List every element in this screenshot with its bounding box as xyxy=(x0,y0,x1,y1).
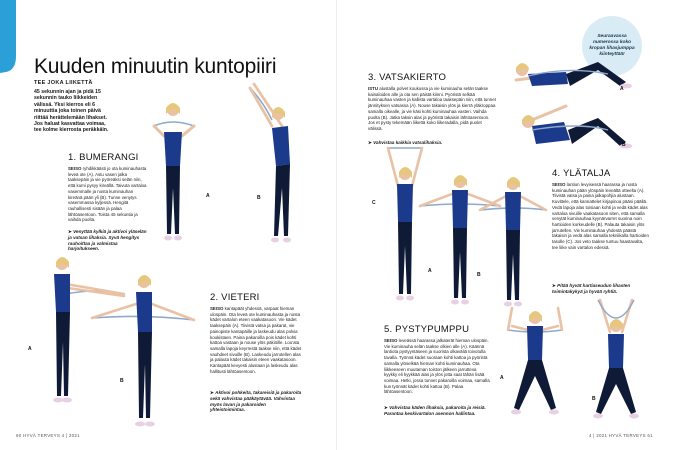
section-body-bumerangi xyxy=(68,166,148,223)
figure-ylatalja-c xyxy=(476,174,550,314)
body-text: alustalla polvet koukussa ja vie kuminauha selän taakse kainaloiden alle ja ota sen päistä kiinni. Pyöristä selkää kuminauhaa vasten ja kallista vartaloa taaksepäin niin, että tunnet jännityksen vatsassa (A). Nouse takaisin ylös ja kierrä yläkroppaa samalla oikealle, ja vie käsi kohti kuminauhaa vasten. Vaihda puolta (B). Jatka taksin alas ja pyöristä takaisin lähtöasentoon. Jos et pysty tekemään liikettä koko liikeradalla, pidä puolet välissä. xyxy=(368,86,496,131)
arrow-right-icon: ➤ xyxy=(384,405,390,410)
body-text: kantapäät yhdessä, varpaat hieman ulospäin. Ota leveä ote kuminauhasta ja nosta kädet vartalon eteen vaakatasoon. Vie kädet taaksepäin (A). Tiivistä vatsa ja pakarat, vie painopiste kantapäille ja laskeudu alas polvia koukistaen. Paina pakaroilla pois kädet kohti kattoa vastaan ja nouse ylös päkiöille. Lou'ata samalla lapoja keyrrestä taakse niin, että kädet vauhdeet sivuille (B). Laskeudu jarrutellen alas ja palauta kädet takaisin eteen vaakatasoon. Kantapäät kevyesti alustaan ja laskeudu alas hallitusti lähtöasentoon. xyxy=(210,306,302,374)
tip-text: Venyttää kylkiä ja aktivoi yläselän ja vatsan lihaksia. Syvä hengitys rauhoittaa ja valmistaa harjoitukseen. xyxy=(68,229,147,252)
corner-tab xyxy=(0,0,16,450)
section-heading-bumerangi: 1. BUMERANGI xyxy=(68,152,139,163)
section-body-vatsakierto xyxy=(368,86,496,132)
page-title: Kuuden minuutin kuntopiiri xyxy=(34,55,277,78)
section-heading-pystypumppu: 5. PYSTYPUMPPU xyxy=(384,324,470,335)
figure-label: B xyxy=(477,272,481,278)
arrow-right-icon: ➤ xyxy=(210,390,216,395)
figure-label: B xyxy=(257,195,261,201)
tip-text: Pitää hyvät hartiaseudun lihasten toimintakykyä ja hyvää ryhtiä. xyxy=(552,283,631,294)
figure-vatsakierto-b xyxy=(508,100,646,158)
figure-bumerangi-a xyxy=(142,92,204,252)
lead-word: SEISO xyxy=(384,338,398,343)
tip-text: Aktivoi pohkeita, takareisiä ja pakaroita sekä vahvistaa pääkäytävää. Vahvistaa myös lavan ja pakaroiden yhteistoimintaa. xyxy=(210,390,302,413)
page-folio-left: 60 HYVÄ TERVEYS 4 | 2021 xyxy=(16,433,80,438)
tip-text: Vahvistaa käden lihaksia, pakaroita ja reisiä. Parantaa keskivartalon asennon hallintaa. xyxy=(384,405,486,416)
figure-label: B xyxy=(120,378,124,384)
callout-text: Seuraavassa numerossa koko kropan lihasjumppa kiinteyttää! xyxy=(589,34,635,57)
lead-word: ISTU xyxy=(368,86,379,91)
section-body-vieteri xyxy=(210,306,302,374)
figure-label: A xyxy=(28,346,32,352)
figure-label: A xyxy=(620,86,624,92)
section-tip-pystypumppu xyxy=(384,405,490,417)
figure-label: B xyxy=(622,142,626,148)
page-folio-right: 4 | 2021 HYVÄ TERVEYS 61 xyxy=(589,433,653,438)
lead-word: SEISO xyxy=(68,166,82,171)
section-tip-bumerangi xyxy=(68,229,148,252)
section-heading-vatsakierto: 3. VATSAKIERTO xyxy=(368,72,447,83)
figure-label: A xyxy=(500,375,504,381)
section-body-pystypumppu xyxy=(384,338,490,395)
section-tip-ylatalja xyxy=(552,283,650,295)
figure-label: A xyxy=(206,193,210,199)
figure-label: C xyxy=(372,200,376,206)
intro-kicker: TEE JOKA LIIKETTÄ xyxy=(34,80,93,86)
section-heading-vieteri: 2. VIETERI xyxy=(210,292,260,303)
lead-word: SEISO xyxy=(210,306,224,311)
figure-label: A xyxy=(428,268,432,274)
tip-text: Vahvistaa kaikkia vatsalihaksia. xyxy=(373,140,443,145)
intro-text: 45 sekunnin ajan ja pidä 15 sekunnin tauko liikkeiden välissä. Yksi kierros eli 6 minuuttia joka toinen päivä riittää herättelemään lihakset. Jos haluat kasvattaa voimaa, tee kolme kierrosta peräkkäin. xyxy=(34,89,109,134)
section-heading-ylatalja: 4. YLÄTALJA xyxy=(552,168,611,179)
figure-label: B xyxy=(592,396,596,402)
section-tip-vieteri xyxy=(210,390,302,413)
body-text: ryhdikkäästi jo ota kuminauhasta leveä ote (A). Astu vasen jalka taaksepäin ja vie pyöreäksi selän niin, että kumi pysyy kireällä. Taivuta vartaloa vasemmalle ja nosta kuminauhan kireänä pään yli (B). Tunne venytys vasemmassa kyljessä. Hengitä rauhallisesti sisään ja palaa lähtöasentoon. Toista 45 sekuntia ja vaihda puolta. xyxy=(68,166,147,223)
body-text: lantion levyisessä haarassa ja nosta kuminauhan pään ylöspäin leveältä otteelta (A). Tiivistä vatsa ja paina jalkapohjia alustaan. Kuvittele, että kannattelet kirjapinoa pääsi päällä. Vedä lapoja alas toisiaan kohti ja vedä kädet alas vartaloa sivuille vaakatasoon siten, että samalla venytät kuminauhaa kyynärvarret suorina noin hartioiden korkeudelle (B). Palauta takaisin ylös jarrutellen. Vie kuminauhaa yhdestä päästä takaisin ja vedä alas samalla tekniikalla hartioiden tasolle (C). Jos veto taakse tuntuu haastavalta, tee liike vain vartalon edessä. xyxy=(552,182,649,250)
figure-vieteri-b xyxy=(88,268,198,438)
body-text: leveässä haarassa jalkaterät hieman ulospäin. Vie kuminauha selän taakse olkien alle (A). Käännä lantiota pystyyntäseen ja suorista olkaväliä toivotulla tavalla. Työnnä kädet suoraan kohti kattoa ja pyöristä samalla ylöselkää hieman kohti kuminauhaa. Ota liikkeeseen muutaman toiston jälkeen jarrutteva kyykky eli kyykkää alas ja ylös jotta saat tähän lisää voimaa. Hetki, jossa tunnet pakaroilla voimaa, samalla kun työnnät kädet kohti kattoa (B). Palaa lähtöasentoon. xyxy=(384,338,490,395)
lead-word: SEISO xyxy=(552,182,566,187)
arrow-right-icon: ➤ xyxy=(368,140,374,145)
figure-pystypumppu-a xyxy=(496,296,574,426)
figure-pystypumppu-b xyxy=(578,296,654,430)
section-body-ylatalja xyxy=(552,182,650,250)
arrow-right-icon: ➤ xyxy=(552,283,558,288)
figure-vatsakierto-a xyxy=(508,48,646,98)
arrow-right-icon: ➤ xyxy=(68,229,74,234)
figure-bumerangi-b xyxy=(242,80,312,252)
